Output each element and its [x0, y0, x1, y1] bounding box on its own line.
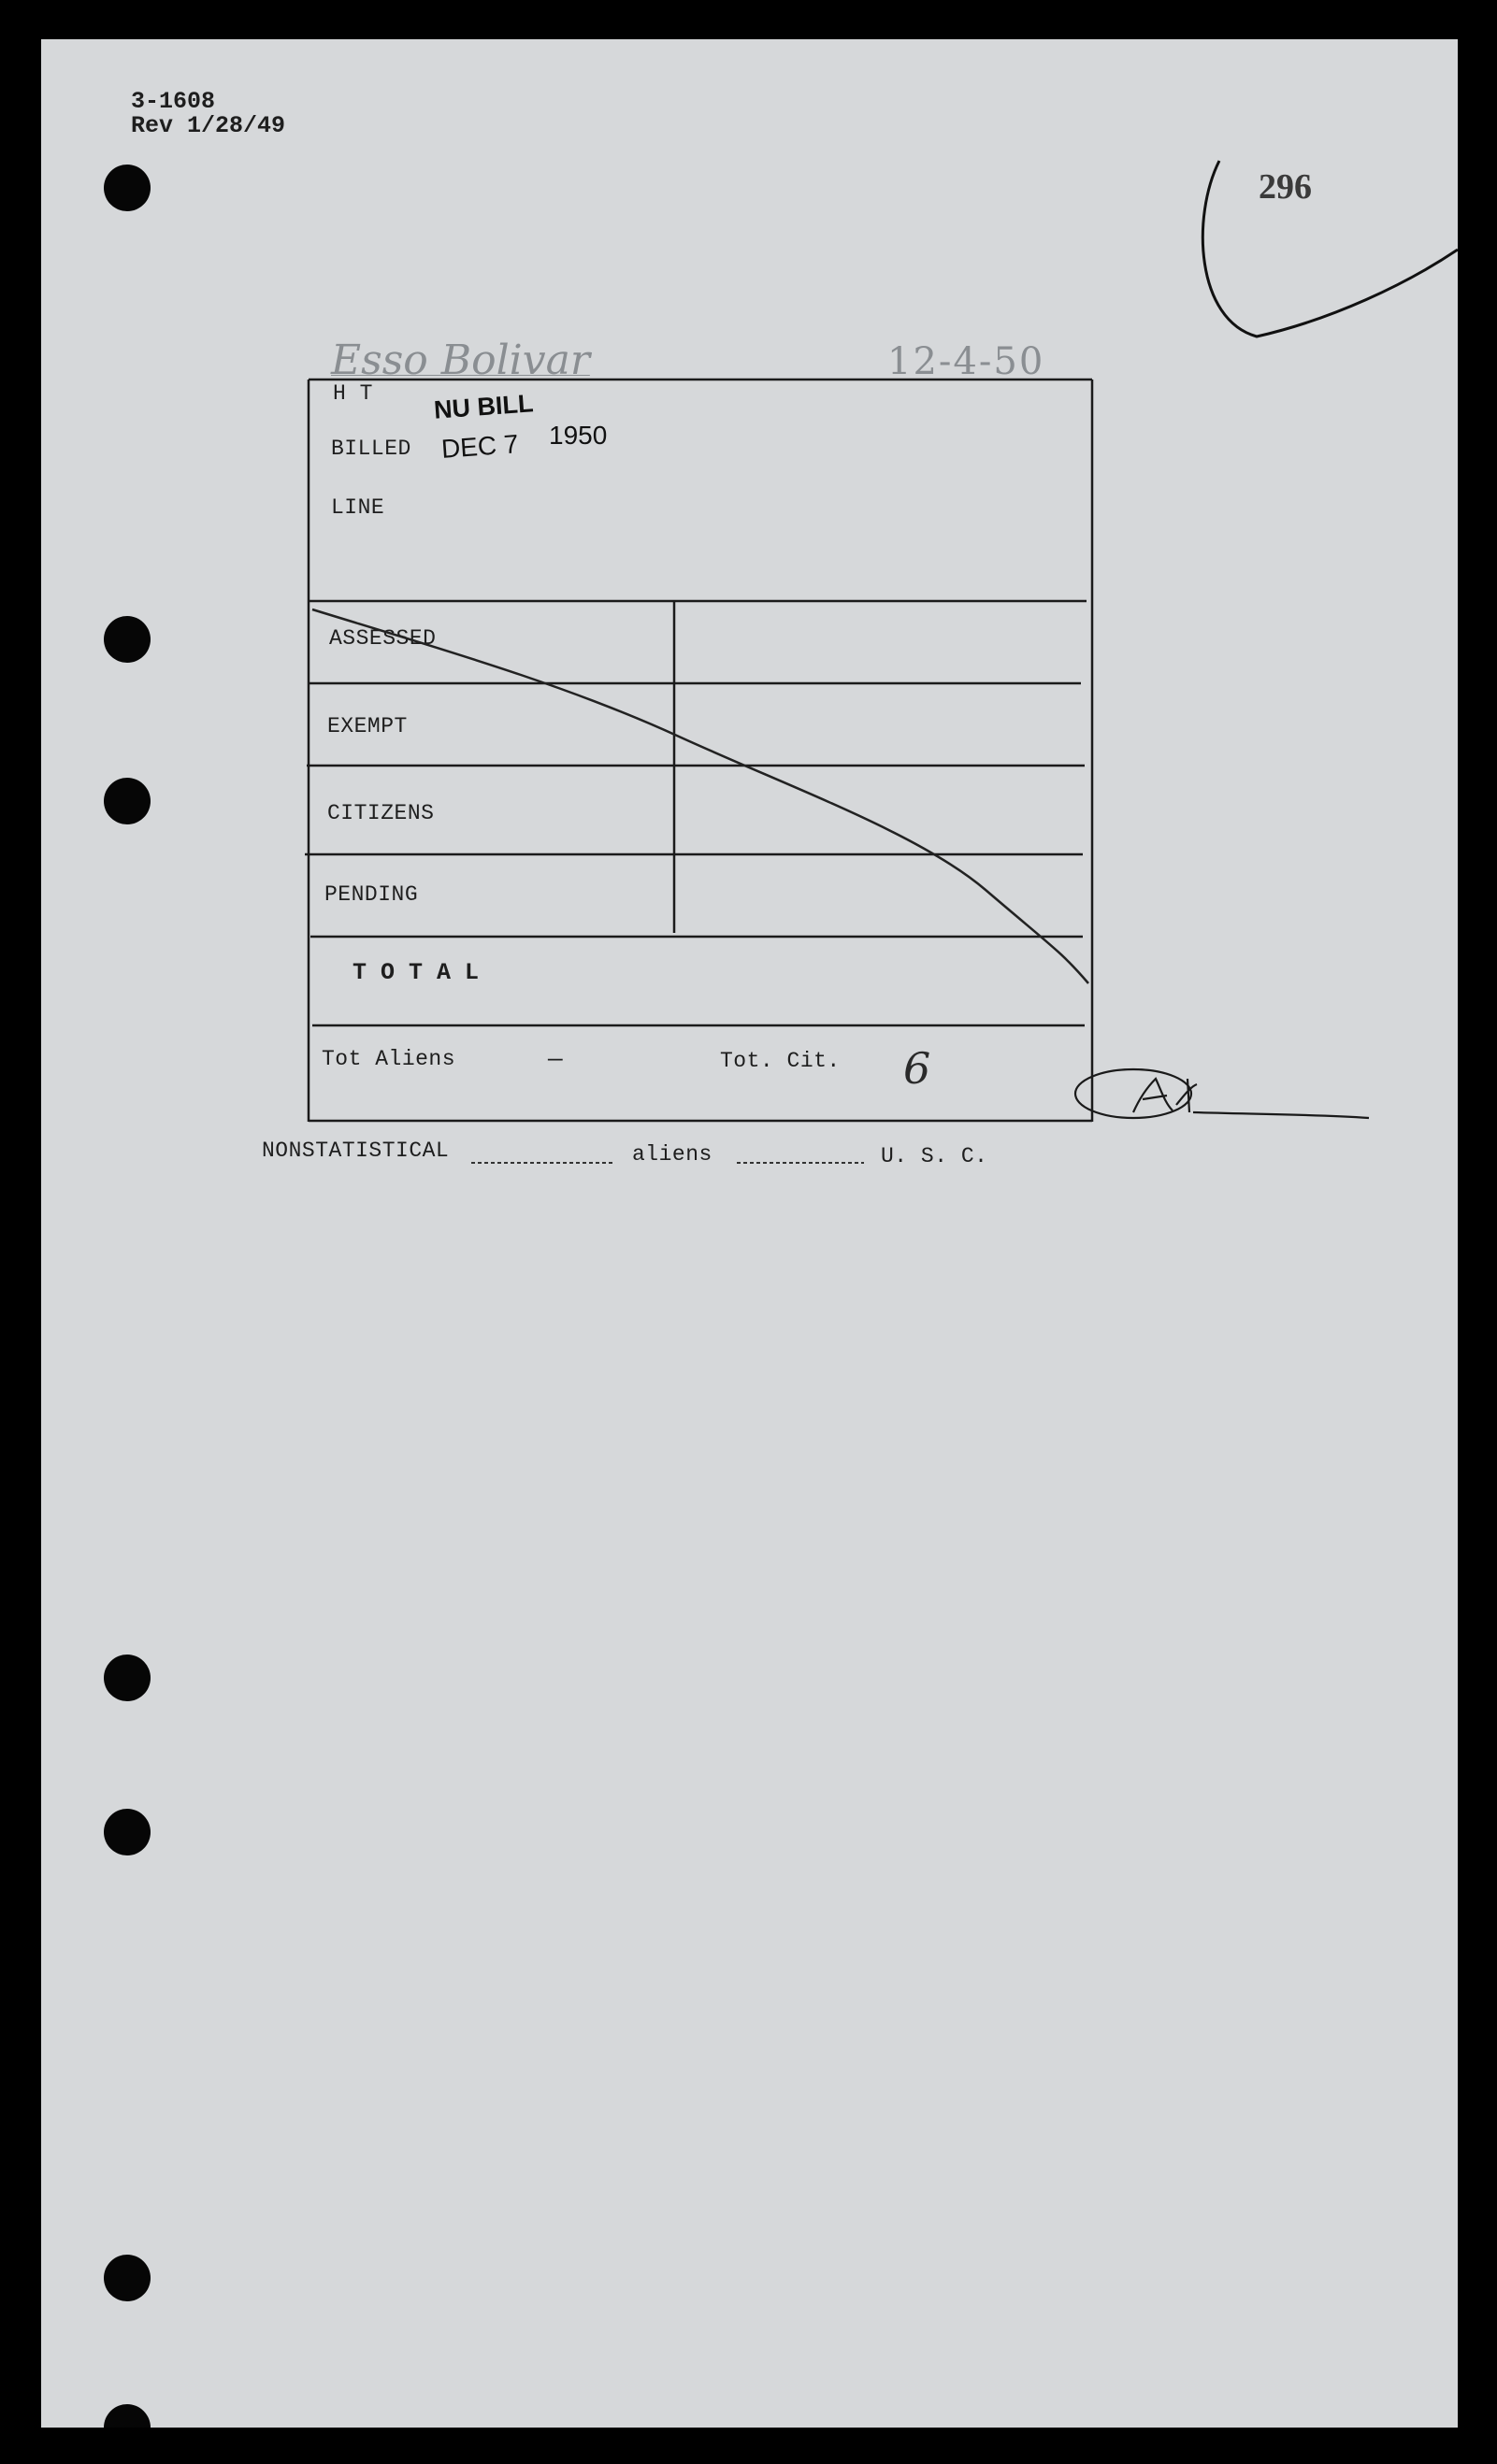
form-revision: Rev 1/28/49 [131, 112, 286, 139]
strike-through-line [312, 609, 1088, 983]
tot-cit-label: Tot. Cit. [720, 1049, 841, 1073]
billed-label: BILLED [331, 437, 411, 461]
stamp-billed-date: DEC 7 [439, 429, 520, 464]
page-number: 296 [1259, 167, 1312, 207]
total-label: T O T A L [353, 959, 480, 986]
ht-label: H T [333, 381, 373, 406]
row-label-pending: PENDING [324, 882, 419, 907]
handwritten-initials [1075, 1069, 1369, 1118]
row-label-citizens: CITIZENS [327, 801, 435, 825]
date-handwritten: 12-4-50 [887, 340, 1045, 383]
usc-label: U. S. C. [881, 1144, 988, 1168]
row-label-assessed: ASSESSED [329, 626, 437, 651]
punch-hole [104, 2255, 151, 2301]
stamp-billed-year: 1950 [549, 421, 608, 450]
aliens-label: aliens [632, 1142, 713, 1167]
tot-aliens-label: Tot Aliens [322, 1047, 456, 1071]
punch-hole [104, 1655, 151, 1701]
document-page [41, 39, 1458, 2428]
form-table-lines [41, 39, 1458, 1254]
punch-hole [104, 1809, 151, 1855]
vessel-name-handwritten: Esso Bolivar [331, 337, 590, 384]
row-label-exempt: EXEMPT [327, 714, 408, 738]
stamp-nu-bill: NU BILL [433, 389, 535, 424]
tot-cit-value-handwritten: 6 [903, 1043, 931, 1094]
line-label: LINE [331, 495, 385, 520]
nonstatistical-label: NONSTATISTICAL [262, 1139, 450, 1163]
page-number-arc [1202, 161, 1458, 337]
punch-hole [104, 2404, 151, 2428]
tot-aliens-value: — [548, 1045, 563, 1073]
form-number: 3-1608 [131, 88, 216, 115]
